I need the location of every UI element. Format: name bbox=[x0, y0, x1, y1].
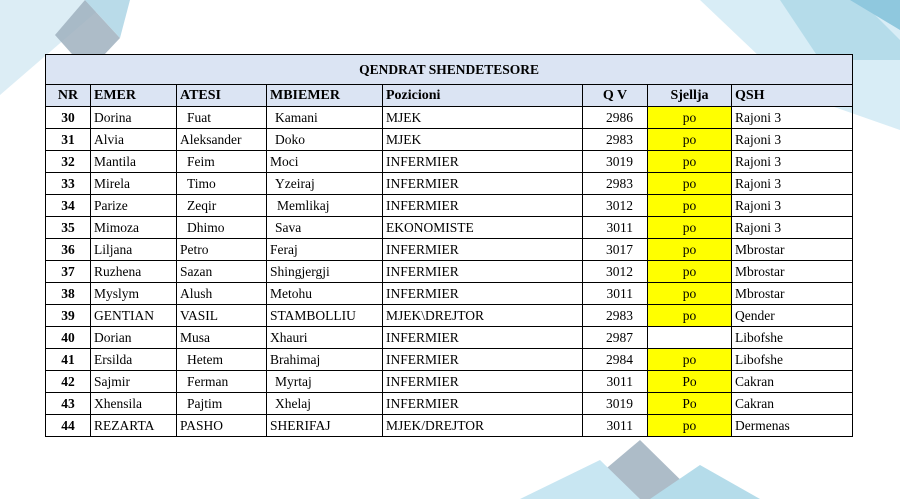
header-emer: EMER bbox=[91, 85, 177, 107]
cell-mbiemer: STAMBOLLIU bbox=[267, 305, 383, 327]
table-row bbox=[46, 239, 853, 261]
cell-qv: 2987 bbox=[583, 327, 648, 349]
cell-qsh: Libofshe bbox=[732, 327, 853, 349]
cell-pozicioni: INFERMIER bbox=[383, 371, 583, 393]
table-row bbox=[46, 151, 853, 173]
cell-mbiemer: Memlikaj bbox=[267, 195, 383, 217]
cell-mbiemer: Feraj bbox=[267, 239, 383, 261]
cell-emer: REZARTA bbox=[91, 415, 177, 437]
cell-nr: 44 bbox=[46, 415, 91, 437]
cell-mbiemer: Shingjergji bbox=[267, 261, 383, 283]
table-row bbox=[46, 217, 853, 239]
cell-nr: 37 bbox=[46, 261, 91, 283]
cell-qsh: Mbrostar bbox=[732, 239, 853, 261]
cell-sjellja: po bbox=[648, 151, 732, 173]
cell-mbiemer: Yzeiraj bbox=[267, 173, 383, 195]
cell-pozicioni: INFERMIER bbox=[383, 151, 583, 173]
header-qv: Q V bbox=[583, 85, 648, 107]
cell-pozicioni: MJEK bbox=[383, 129, 583, 151]
cell-mbiemer: Myrtaj bbox=[267, 371, 383, 393]
cell-emer: Ruzhena bbox=[91, 261, 177, 283]
cell-nr: 41 bbox=[46, 349, 91, 371]
cell-nr: 39 bbox=[46, 305, 91, 327]
cell-mbiemer: SHERIFAJ bbox=[267, 415, 383, 437]
cell-emer: Sajmir bbox=[91, 371, 177, 393]
cell-qsh: Dermenas bbox=[732, 415, 853, 437]
cell-atesi: PASHO bbox=[177, 415, 267, 437]
cell-qv: 3012 bbox=[583, 195, 648, 217]
cell-sjellja: po bbox=[648, 173, 732, 195]
cell-pozicioni: INFERMIER bbox=[383, 283, 583, 305]
cell-qsh: Rajoni 3 bbox=[732, 151, 853, 173]
cell-sjellja: po bbox=[648, 129, 732, 151]
header-nr: NR bbox=[46, 85, 91, 107]
table-row bbox=[46, 415, 853, 437]
cell-mbiemer: Sava bbox=[267, 217, 383, 239]
cell-emer: Dorina bbox=[91, 107, 177, 129]
cell-atesi: Zeqir bbox=[177, 195, 267, 217]
table-row bbox=[46, 129, 853, 151]
cell-sjellja: po bbox=[648, 415, 732, 437]
cell-sjellja bbox=[648, 327, 732, 349]
cell-mbiemer: Kamani bbox=[267, 107, 383, 129]
cell-nr: 32 bbox=[46, 151, 91, 173]
cell-nr: 42 bbox=[46, 371, 91, 393]
cell-qv: 2983 bbox=[583, 173, 648, 195]
cell-emer: Dorian bbox=[91, 327, 177, 349]
cell-nr: 31 bbox=[46, 129, 91, 151]
cell-qv: 3012 bbox=[583, 261, 648, 283]
cell-sjellja: po bbox=[648, 217, 732, 239]
cell-qv: 3019 bbox=[583, 393, 648, 415]
table-row bbox=[46, 327, 853, 349]
table-row bbox=[46, 283, 853, 305]
cell-sjellja: po bbox=[648, 261, 732, 283]
cell-qsh: Rajoni 3 bbox=[732, 107, 853, 129]
cell-nr: 35 bbox=[46, 217, 91, 239]
cell-atesi: Ferman bbox=[177, 371, 267, 393]
cell-emer: GENTIAN bbox=[91, 305, 177, 327]
cell-atesi: Feim bbox=[177, 151, 267, 173]
cell-pozicioni: INFERMIER bbox=[383, 239, 583, 261]
header-qsh: QSH bbox=[732, 85, 853, 107]
cell-qv: 3011 bbox=[583, 283, 648, 305]
cell-qsh: Mbrostar bbox=[732, 261, 853, 283]
cell-sjellja: Po bbox=[648, 371, 732, 393]
cell-nr: 36 bbox=[46, 239, 91, 261]
header-row bbox=[46, 85, 853, 107]
cell-qsh: Rajoni 3 bbox=[732, 173, 853, 195]
staff-table bbox=[45, 54, 853, 437]
cell-nr: 30 bbox=[46, 107, 91, 129]
cell-emer: Xhensila bbox=[91, 393, 177, 415]
cell-sjellja: po bbox=[648, 239, 732, 261]
table-title: QENDRAT SHENDETESORE bbox=[46, 55, 853, 85]
cell-atesi: Pajtim bbox=[177, 393, 267, 415]
table-row bbox=[46, 393, 853, 415]
cell-pozicioni: EKONOMISTE bbox=[383, 217, 583, 239]
table-row bbox=[46, 349, 853, 371]
cell-qsh: Cakran bbox=[732, 393, 853, 415]
table-row bbox=[46, 195, 853, 217]
table-row bbox=[46, 173, 853, 195]
cell-pozicioni: INFERMIER bbox=[383, 195, 583, 217]
header-atesi: ATESI bbox=[177, 85, 267, 107]
cell-emer: Liljana bbox=[91, 239, 177, 261]
cell-qv: 3019 bbox=[583, 151, 648, 173]
cell-qsh: Libofshe bbox=[732, 349, 853, 371]
cell-qv: 3011 bbox=[583, 371, 648, 393]
cell-mbiemer: Xhauri bbox=[267, 327, 383, 349]
cell-nr: 34 bbox=[46, 195, 91, 217]
header-sjellja: Sjellja bbox=[648, 85, 732, 107]
cell-emer: Mirela bbox=[91, 173, 177, 195]
table-row bbox=[46, 261, 853, 283]
cell-emer: Parize bbox=[91, 195, 177, 217]
cell-sjellja: po bbox=[648, 107, 732, 129]
cell-pozicioni: INFERMIER bbox=[383, 349, 583, 371]
table-body bbox=[46, 107, 853, 437]
header-mbiemer: MBIEMER bbox=[267, 85, 383, 107]
cell-qsh: Rajoni 3 bbox=[732, 195, 853, 217]
cell-atesi: VASIL bbox=[177, 305, 267, 327]
cell-atesi: Fuat bbox=[177, 107, 267, 129]
cell-sjellja: po bbox=[648, 195, 732, 217]
cell-atesi: Aleksander bbox=[177, 129, 267, 151]
cell-qv: 3011 bbox=[583, 415, 648, 437]
cell-pozicioni: MJEK bbox=[383, 107, 583, 129]
cell-atesi: Timo bbox=[177, 173, 267, 195]
cell-pozicioni: MJEK\DREJTOR bbox=[383, 305, 583, 327]
cell-emer: Mantila bbox=[91, 151, 177, 173]
cell-sjellja: po bbox=[648, 349, 732, 371]
table-row bbox=[46, 107, 853, 129]
cell-qsh: Mbrostar bbox=[732, 283, 853, 305]
cell-emer: Ersilda bbox=[91, 349, 177, 371]
cell-qsh: Rajoni 3 bbox=[732, 217, 853, 239]
cell-qv: 2984 bbox=[583, 349, 648, 371]
cell-sjellja: po bbox=[648, 283, 732, 305]
cell-qsh: Rajoni 3 bbox=[732, 129, 853, 151]
cell-nr: 38 bbox=[46, 283, 91, 305]
cell-atesi: Dhimo bbox=[177, 217, 267, 239]
cell-atesi: Alush bbox=[177, 283, 267, 305]
cell-atesi: Petro bbox=[177, 239, 267, 261]
cell-qv: 2983 bbox=[583, 305, 648, 327]
cell-nr: 40 bbox=[46, 327, 91, 349]
cell-nr: 33 bbox=[46, 173, 91, 195]
cell-emer: Myslym bbox=[91, 283, 177, 305]
cell-mbiemer: Xhelaj bbox=[267, 393, 383, 415]
header-pozicioni: Pozicioni bbox=[383, 85, 583, 107]
cell-qsh: Qender bbox=[732, 305, 853, 327]
cell-pozicioni: INFERMIER bbox=[383, 173, 583, 195]
cell-pozicioni: MJEK/DREJTOR bbox=[383, 415, 583, 437]
cell-pozicioni: INFERMIER bbox=[383, 327, 583, 349]
cell-atesi: Musa bbox=[177, 327, 267, 349]
table-row bbox=[46, 305, 853, 327]
cell-sjellja: Po bbox=[648, 393, 732, 415]
cell-atesi: Hetem bbox=[177, 349, 267, 371]
cell-emer: Alvia bbox=[91, 129, 177, 151]
cell-nr: 43 bbox=[46, 393, 91, 415]
cell-atesi: Sazan bbox=[177, 261, 267, 283]
cell-qsh: Cakran bbox=[732, 371, 853, 393]
cell-mbiemer: Doko bbox=[267, 129, 383, 151]
cell-mbiemer: Metohu bbox=[267, 283, 383, 305]
cell-qv: 2983 bbox=[583, 129, 648, 151]
cell-qv: 3011 bbox=[583, 217, 648, 239]
cell-emer: Mimoza bbox=[91, 217, 177, 239]
cell-pozicioni: INFERMIER bbox=[383, 393, 583, 415]
cell-mbiemer: Moci bbox=[267, 151, 383, 173]
cell-mbiemer: Brahimaj bbox=[267, 349, 383, 371]
table-row bbox=[46, 371, 853, 393]
cell-qv: 3017 bbox=[583, 239, 648, 261]
staff-table-container bbox=[45, 54, 852, 437]
cell-qv: 2986 bbox=[583, 107, 648, 129]
cell-pozicioni: INFERMIER bbox=[383, 261, 583, 283]
cell-sjellja: po bbox=[648, 305, 732, 327]
